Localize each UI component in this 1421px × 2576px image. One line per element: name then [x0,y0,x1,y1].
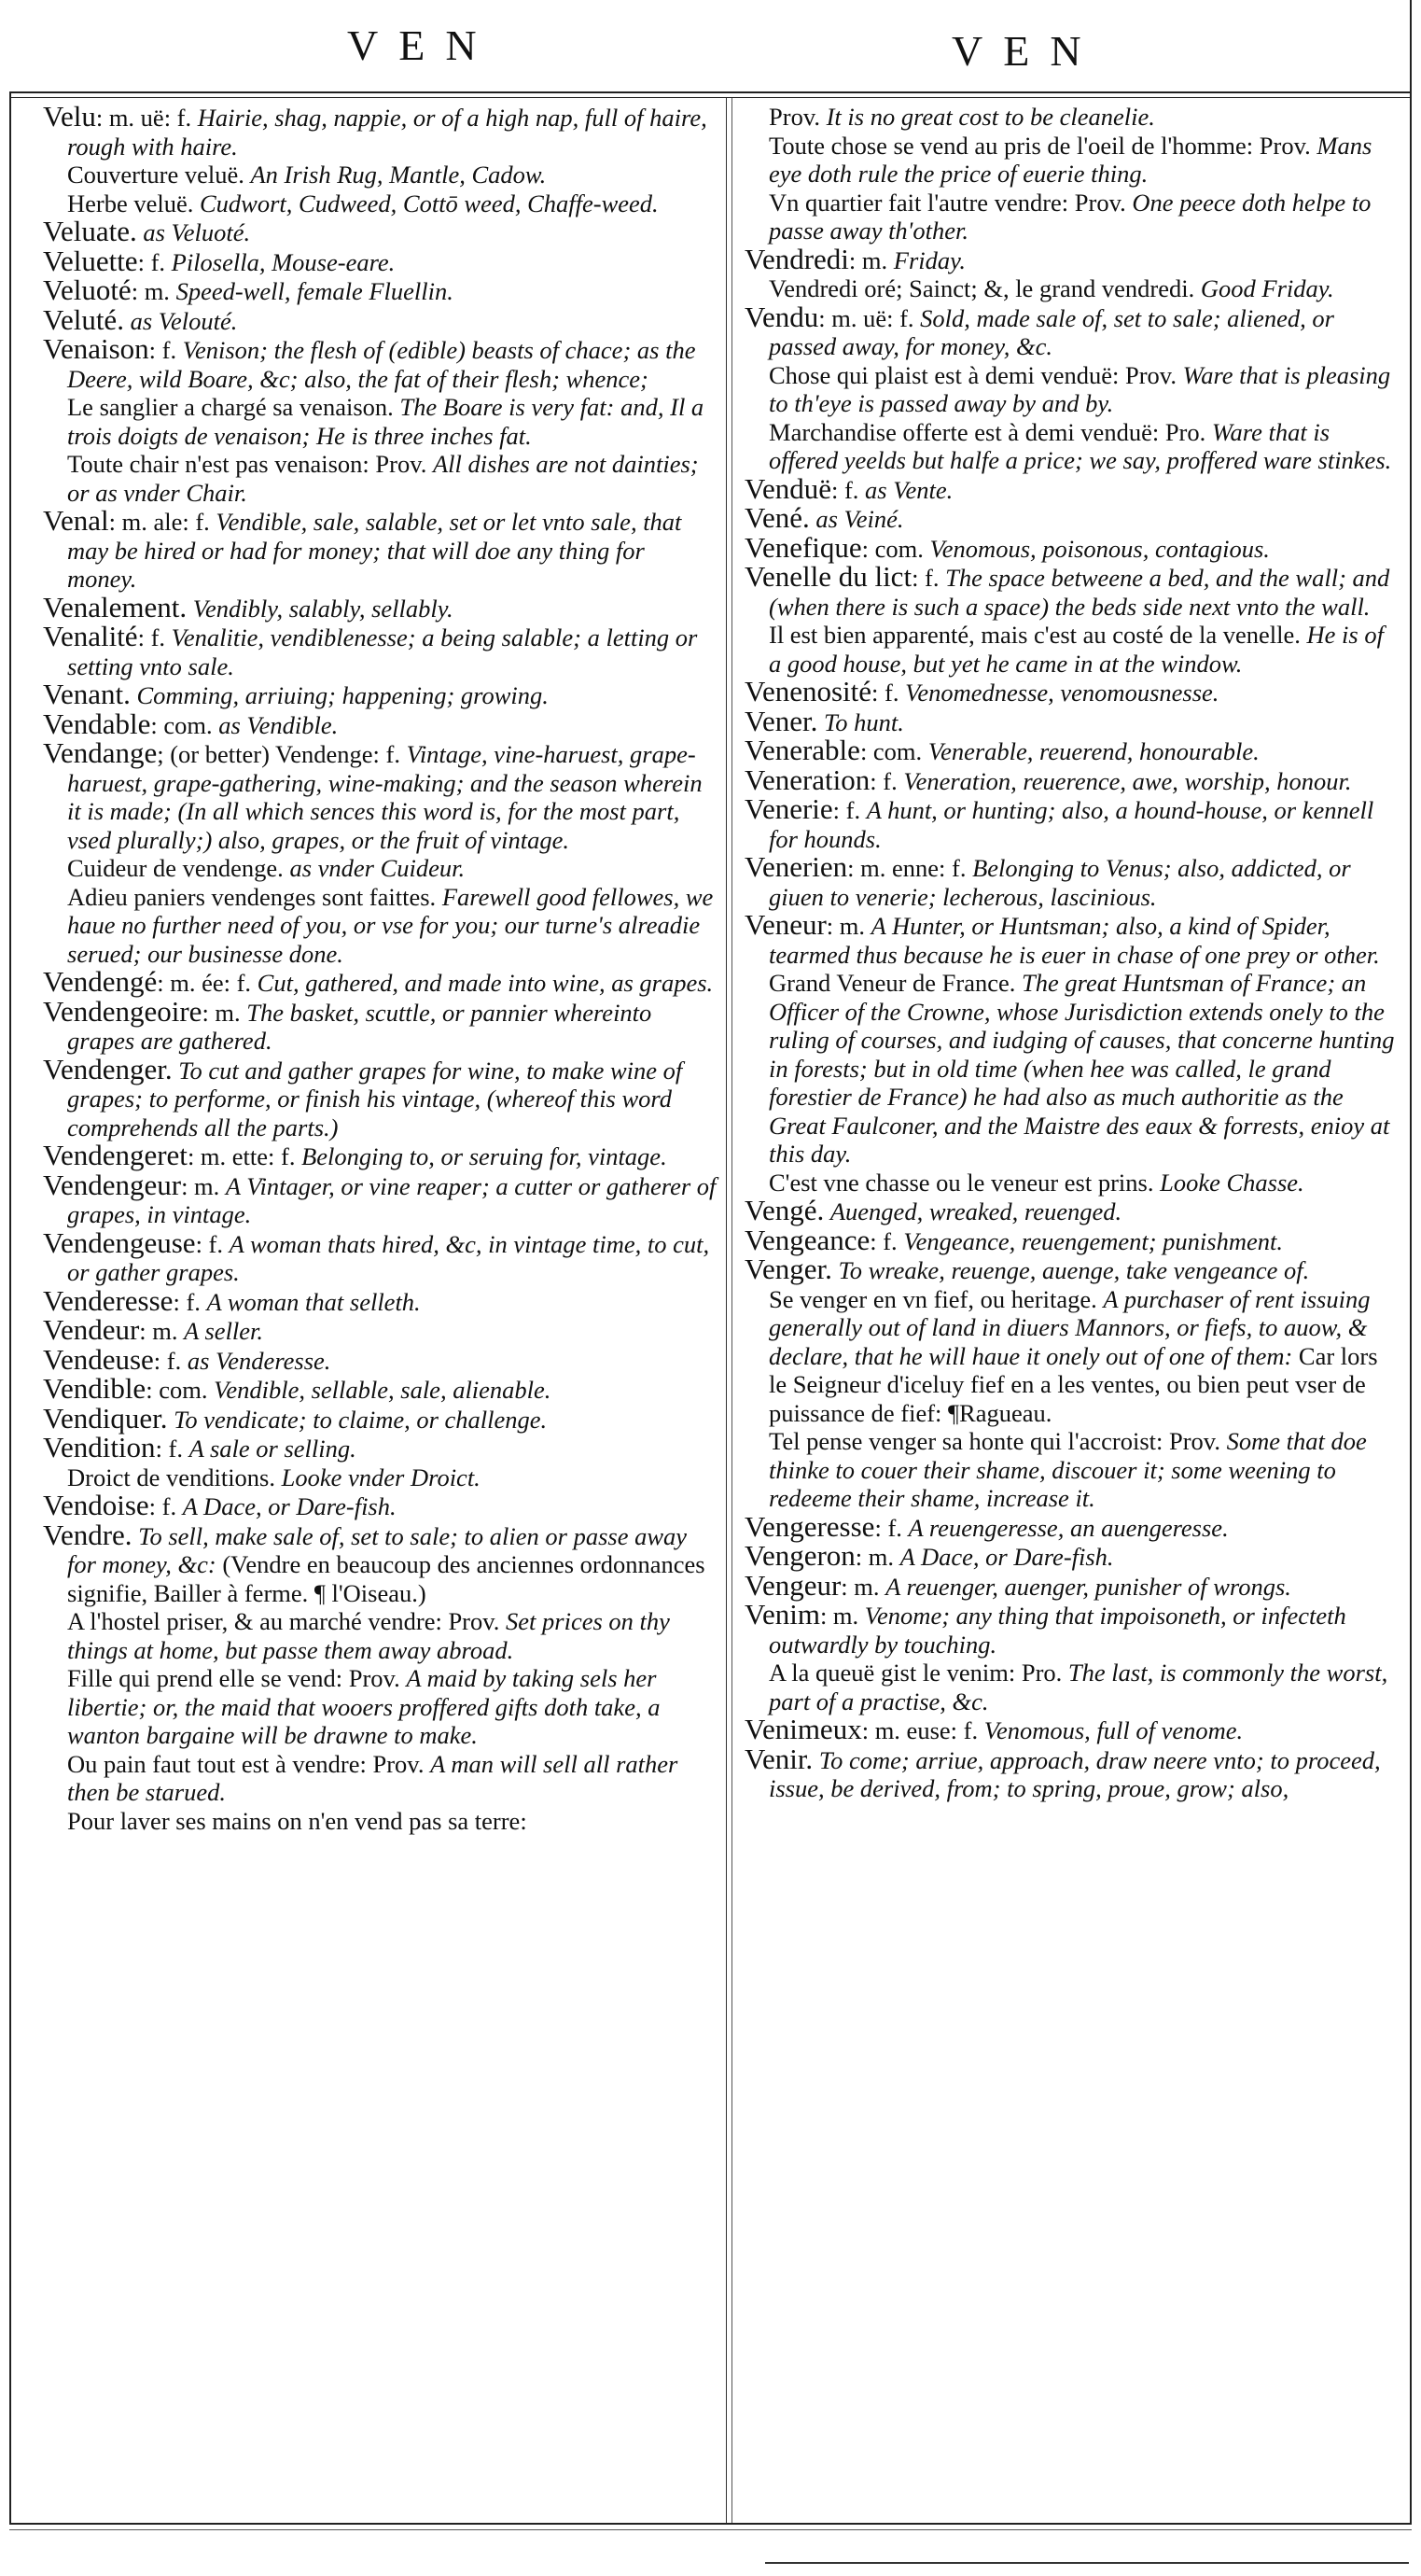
entry-subitem [745,418,1398,475]
dictionary-entry [745,792,1398,853]
dictionary-entry [43,1401,717,1435]
english-definition: A reuenger, auenger, punisher of wrongs. [885,1572,1291,1601]
dictionary-entry [43,100,717,161]
english-definition: An Irish Rug, Mantle, Cadow. [250,161,547,189]
headword: Venant. [43,678,131,710]
headword: Venerable [745,734,860,766]
french-phrase: Adieu paniers vendenges sont faittes. [67,882,442,911]
english-definition: Hairie, shag, nappie, or of a high nap, full of haire, rough with haire. [67,104,707,161]
running-head-left: VEN [347,21,497,69]
entry-subitem [43,1607,717,1664]
headword: Veluté. [43,302,124,336]
english-definition: A sale or selling. [188,1435,356,1463]
english-definition: To hunt. [823,707,904,736]
headword: Venerie [745,792,833,825]
english-definition: Ware that is pleasing to th'eye is passed away by and by. [769,360,1391,417]
english-definition: Venomous, full of venome. [983,1716,1244,1744]
grammar-note [124,307,131,335]
grammar-note: : m. [181,1171,226,1200]
dictionary-entry [43,1168,717,1229]
dictionary-entry [43,1313,717,1346]
french-phrase: Grand Veneur de France. [769,969,1023,997]
english-definition: Cudwort, Cudweed, Cottō weed, Chaffe-weed. [200,189,659,217]
grammar-note [817,708,824,736]
headword: Vengeur [745,1568,842,1602]
english-definition: as Veluoté. [143,218,251,246]
headword: Veneur [745,908,827,941]
headword: Vendange [43,736,158,769]
entry-subitem [43,1664,717,1750]
english-definition: as Velouté. [130,306,238,335]
headword: Vengé. [745,1194,825,1226]
entry-subitem [43,1750,717,1807]
headword: Veneration [745,763,871,796]
headword: Vendengeur [43,1168,182,1201]
entry-subitem [43,393,717,450]
headword: Vendible [43,1372,146,1405]
entry-subitem [43,189,717,218]
dictionary-entry [43,302,717,336]
english-definition: as Vente. [865,475,954,504]
frame-rule-top-inner [9,97,1412,98]
dictionary-entry [745,736,1398,766]
grammar-note: : m. [139,1317,185,1345]
headword: Venimeux [745,1713,862,1745]
entry-subitem [745,621,1398,678]
frame-rule-left [9,91,11,2523]
english-definition: A Hunter, or Huntsman; also, a kind of Spider, tearmed thus because he is euer in chase of one prey or other. [769,912,1380,969]
grammar-note: : f. [870,766,904,795]
english-definition: It is no great cost to be cleanelie. [826,103,1155,131]
dictionary-entry [43,707,717,740]
english-definition: To vendicate; to claime, or challenge. [174,1405,548,1434]
definition-note: Car lors le Seigneur d'iceluy fief en a les ventes, ou bien peut vser de puissance de fief: ¶Ragueau. [769,1341,1378,1427]
dictionary-entry [43,1431,717,1463]
grammar-note: : com. [146,1376,215,1404]
english-definition: Mans eye doth rule the price of euerie thing. [769,131,1372,188]
headword: Venefique [745,530,862,564]
english-definition: as Venderesse. [187,1346,331,1375]
french-phrase: Ou pain faut tout est à vendre: Prov. [67,1749,431,1778]
english-definition: Vendible, sale, salable, set or let vnto sale, that may be hired or had for money; that will doe any thing for money. [67,508,682,593]
headword: Venduë [745,471,831,505]
headword: Venelle du lict [745,560,913,593]
dictionary-entry [745,675,1398,707]
english-definition: A woman thats hired, &c, in vintage time, to cut, or gather grapes. [67,1229,710,1286]
english-definition: To sell, make sale of, set to sale; to alien or passe away for money, &c: [67,1521,688,1578]
dictionary-entry [43,1491,717,1521]
grammar-note: : m. [855,1543,900,1571]
english-definition: Sold, made sale of, set to sale; aliened, or passed away, for money, &c. [769,303,1334,360]
english-definition: The last, is commonly the worst, part of a practise, &c. [769,1659,1388,1715]
grammar-note: : m. [848,245,894,274]
english-definition: Good Friday. [1200,274,1334,302]
headword: Vendition [43,1431,156,1463]
entry-subitem [745,274,1398,303]
right-column [745,103,1398,1803]
grammar-note [187,595,193,623]
entry-subitem [745,361,1398,418]
entry-subitem [745,1427,1398,1513]
english-definition: Speed-well, female Fluellin. [175,277,453,305]
headword: Venalité [43,620,138,652]
dictionary-entry [745,704,1398,737]
grammar-note: : f. [874,1513,909,1542]
french-phrase: Toute chose se vend au pris de l'oeil de l'homme: Prov. [769,131,1317,160]
english-definition: One peece doth helpe to passe away th'other. [769,188,1372,245]
english-definition: The basket, scuttle, or pannier whereinto grapes are gathered. [67,998,652,1055]
english-definition: as Vendible. [218,710,339,739]
grammar-note: : f. [148,336,183,364]
english-definition: To cut and gather grapes for wine, to make wine of grapes; to performe, or finish his vintage, (whereof this word comprehends all the parts.) [67,1056,683,1141]
english-definition: Vengeance, reuengement; punishment. [903,1226,1283,1255]
english-definition: Venerable, reuerend, honourable. [927,737,1260,765]
headword: Vendenger. [43,1052,173,1085]
english-definition: To wreake, reuenge, auenge, take vengeance of. [838,1256,1310,1284]
headword: Vendeuse [43,1342,154,1376]
grammar-note: : m. [202,998,247,1027]
dictionary-entry [745,850,1398,911]
definition-note: (Vendre en beaucoup des anciennes ordonnances signifie, Bailler à ferme. ¶ l'Oiseau.) [67,1550,705,1607]
grammar-note: : f. [830,475,866,504]
english-definition: Venome; any thing that impoisoneth, or infecteth outwardly by touching. [769,1602,1346,1659]
english-definition: Farewell good fellowes, we haue no further need of you, or vse for you; our turne's alreadie serued; our businesse done. [67,882,714,968]
grammar-note [813,1746,819,1774]
entry-subitem [745,1659,1398,1715]
english-definition: Belonging to, or seruing for, vintage. [301,1142,667,1170]
dictionary-entry [745,1539,1398,1572]
french-phrase: Marchandise offerte est à demi venduë: Pro. [769,417,1212,446]
english-definition: He is of a good house, but yet he came in at the window. [769,621,1384,678]
headword: Venim [745,1598,820,1631]
headword: Vendredi [745,242,849,275]
french-phrase: Toute chair n'est pas venaison: Prov. [67,450,433,478]
grammar-note: : f. [173,1287,207,1316]
dictionary-entry [43,217,717,247]
dictionary-entry [745,763,1398,796]
grammar-note: : f. [912,564,946,592]
headword: Vendu [745,300,819,333]
english-definition: as vnder Cuideur. [289,854,466,882]
headword: Venderesse [43,1283,174,1317]
entry-subitem [43,1807,717,1836]
dictionary-entry [43,1342,717,1376]
dictionary-entry [745,1568,1398,1602]
dictionary-entry [43,1141,717,1171]
english-definition: A man will sell all rather then be starued. [67,1749,678,1806]
english-definition: Auenged, wreaked, reuenged. [829,1197,1122,1225]
english-definition: Venison; the flesh of (edible) beasts of chace; as the Deere, wild Boare, &c; also, the fat of their flesh; whence; [67,336,696,393]
headword: Vener. [745,704,818,737]
dictionary-entry [43,590,717,623]
entry-subitem [43,1463,717,1492]
entry-subitem [745,969,1398,1169]
english-definition: Veneration, reuerence, awe, worship, honour. [903,766,1352,795]
page-bottom-rule [765,2562,1409,2564]
dictionary-entry [745,1223,1398,1256]
grammar-note: : f. [137,247,172,276]
dictionary-entry [43,620,717,680]
english-definition: Some that doe thinke to couer their shame, discouer it; some weening to redeeme their shame, increase it. [769,1427,1367,1512]
frame-rule-bottom-inner [9,2529,1412,2530]
dictionary-entry [43,965,717,998]
french-phrase: Vendredi oré; Sainct; &, le grand vendredi. [769,274,1201,302]
grammar-note: : f. [148,1492,183,1520]
entry-subitem [745,1285,1398,1428]
dictionary-entry [43,1052,717,1142]
headword: Vengeron [745,1539,856,1572]
dictionary-entry [745,1194,1398,1226]
english-definition: Looke vnder Droict. [281,1463,481,1491]
headword: Vendiquer. [43,1401,168,1435]
headword: Vendeur [43,1313,140,1346]
grammar-note: : f. [871,679,906,707]
headword: Venenosité [745,675,872,707]
grammar-note: : m. ette: f. [187,1142,302,1170]
dictionary-entry [43,1372,717,1405]
english-definition: The Boare is very fat: and, Il a trois doigts de venaison; He is three inches fat. [67,393,704,450]
dictionary-entry [745,560,1398,621]
french-phrase: Le sanglier a chargé sa venaison. [67,393,400,421]
dictionary-entry [43,680,717,710]
headword: Vendre. [43,1518,132,1551]
english-definition: A hunt, or hunting; also, a hound-house, or kennell for hounds. [769,796,1374,853]
grammar-note: : f. [870,1226,904,1255]
grammar-note: : f. [153,1346,188,1375]
english-definition: Venomednesse, venomousnesse. [905,679,1219,707]
grammar-note: : com. [859,737,928,765]
french-phrase: Se venger en vn fief, ou heritage. [769,1284,1104,1313]
dictionary-entry [745,300,1398,361]
entry-subitem [43,883,717,969]
grammar-note: : m. [131,277,176,305]
headword: Veluate. [43,215,137,247]
english-definition: A woman that selleth. [206,1287,421,1316]
french-phrase: Herbe veluë. [67,189,200,217]
french-phrase: Prov. [769,103,827,131]
grammar-note: : f. [195,1229,230,1258]
french-phrase: Couverture veluë. [67,161,251,189]
english-definition: Venomous, poisonous, contagious. [929,534,1270,563]
grammar-note: : m. uë: f. [95,104,198,132]
english-definition: Pilosella, Mouse-eare. [171,247,396,276]
grammar-note: : m. uë: f. [818,303,921,332]
french-phrase: Chose qui plaist est à demi venduë: Prov. [769,360,1183,389]
grammar-note: : m. ale: f. [108,508,216,536]
dictionary-entry [745,1509,1398,1543]
grammar-note: : f. [137,623,172,651]
headword: Venerien [745,850,848,883]
french-phrase: Droict de venditions. [67,1463,282,1491]
dictionary-entry [43,1225,717,1287]
english-definition: A Vintager, or vine reaper; a cutter or gatherer of grapes, in vintage. [67,1171,717,1228]
frame-rule-right [1410,0,1412,2523]
entry-subitem [43,854,717,883]
headword: Vendable [43,707,151,740]
grammar-note: : m. [826,912,871,940]
dictionary-entry [43,332,717,393]
left-column [43,100,717,1835]
english-definition: A purchaser of rent issuing generally out of land in diuers Mannors, or fiefs, to auow, & declare, that he will haue it onely out of one of them: [769,1284,1371,1370]
dictionary-entry [43,1283,717,1317]
french-phrase: Tel pense venger sa honte qui l'accroist: Prov. [769,1427,1227,1455]
dictionary-entry [43,504,717,594]
english-definition: All dishes are not dainties; or as vnder Chair. [67,450,699,507]
headword: Vendengé [43,965,158,998]
headword: Venaison [43,332,149,365]
entry-subitem [745,132,1398,189]
dictionary-entry [43,244,717,277]
english-definition: Ware that is offered yeelds but halfe a price; we say, proffered ware stinkes. [769,417,1392,474]
english-definition: Set prices on thy things at home, but passe them away abroad. [67,1607,670,1664]
headword: Venger. [745,1253,832,1285]
english-definition: Cut, gathered, and made into wine, as grapes. [257,969,714,997]
dictionary-entry [745,1742,1398,1803]
french-phrase: Cuideur de vendenge. [67,854,290,882]
grammar-note: : com. [861,534,930,563]
headword: Vendengeoire [43,994,202,1028]
dictionary-entry [745,471,1398,505]
headword: Venalement. [43,590,188,623]
english-definition: A Dace, or Dare-fish. [182,1492,397,1520]
dictionary-entry [745,1715,1398,1745]
headword: Vendengeret [43,1139,188,1171]
grammar-note: : m. [819,1602,865,1630]
dictionary-entry [43,1518,717,1608]
english-definition: A maid by taking sels her libertie; or, the maid that wooers proffered gifts doth take, a wanton bargaine will be drawne to make. [67,1664,661,1749]
headword: Venal [43,504,109,537]
grammar-note: : f. [832,796,867,824]
english-definition: Looke Chasse. [1160,1168,1304,1197]
english-definition: Vintage, vine-haruest, grape-haruest, grape-gathering, wine-making; and the season wherein it is made; (In all which sences this word is, for the most part, vsed plurally;) also, grapes, or the fruit of vintage. [67,740,703,854]
column-divider [726,98,727,2523]
grammar-note: ; (or better) Vendenge: f. [157,740,407,768]
grammar-note: : f. [155,1435,189,1463]
entry-subitem [745,103,1398,132]
dictionary-entry [745,501,1398,534]
dictionary-entry [43,736,717,854]
entry-subitem [43,161,717,189]
english-definition: as Veiné. [815,505,904,533]
english-definition: Vendible, sellable, sale, alienable. [214,1376,551,1404]
english-definition: Belonging to Venus; also, addicted, or giuen to venerie; lecherous, lascinious. [769,854,1351,911]
english-definition: A seller. [184,1317,264,1345]
headword: Vendengeuse [43,1225,196,1259]
dictionary-entry [745,530,1398,564]
english-definition: Venalitie, vendiblenesse; a being salable; a letting or setting vnto sale. [67,623,698,680]
headword: Vengeresse [745,1509,875,1543]
grammar-note: : m. [841,1572,886,1601]
dictionary-entry [745,1255,1398,1285]
dictionary-entry [745,1598,1398,1659]
column-divider-inner [731,98,732,2523]
french-phrase: A la queuë gist le venim: Pro. [769,1659,1068,1687]
headword: Velu [43,100,96,133]
dictionary-entry [745,242,1398,275]
frame-rule-bottom [9,2523,1412,2525]
french-phrase: A l'hostel priser, & au marché vendre: Prov. [67,1607,507,1635]
frame-rule-top [9,91,1412,93]
french-phrase: Fille qui prend elle se vend: Prov. [67,1664,407,1692]
grammar-note: : m. ée: f. [157,969,258,997]
headword: Veluette [43,244,138,277]
dictionary-entry [43,994,717,1056]
french-phrase: Il est bien apparenté, mais c'est au costé de la venelle. [769,621,1307,649]
english-definition: Comming, arriuing; happening; growing. [136,681,549,709]
entry-subitem [745,1169,1398,1197]
grammar-note: : m. enne: f. [847,854,973,882]
headword: Vené. [745,501,810,534]
english-definition: A Dace, or Dare-fish. [899,1543,1114,1571]
english-definition: The space betweene a bed, and the wall; and (when there is such a space) the beds side next vnto the wall. [769,564,1390,621]
headword: Vengeance [745,1223,871,1256]
french-phrase: C'est vne chasse ou le veneur est prins. [769,1168,1161,1197]
dictionary-entry [43,273,717,306]
dictionary-entry [745,908,1398,969]
english-definition: A reuengeresse, an auengeresse. [908,1513,1229,1542]
english-definition: Friday. [893,245,967,274]
grammar-note: : com. [150,710,219,739]
headword: Vendoise [43,1489,149,1521]
grammar-note [824,1197,830,1225]
headword: Veluoté [43,273,132,306]
french-phrase: Pour laver ses mains on n'en vend pas sa terre: [67,1806,527,1835]
grammar-note: : m. euse: f. [861,1716,984,1744]
english-definition: The great Huntsman of France; an Officer of the Crowne, whose Jurisdiction extends onely to the ruling of courses, and iudging of causes, that concerne hunting in forests; but in old time (when hee was called, le grand forestier de France) he had also as much authoritie as the Great Faulconer, and the Maistre des eaux & forrests, enioy at this day. [769,969,1395,1168]
english-definition: To come; arriue, approach, draw neere vnto; to proceed, issue, be derived, from; to spring, proue, grow; also, [769,1745,1381,1802]
headword: Venir. [745,1742,814,1775]
english-definition: Vendibly, salably, sellably. [192,594,453,623]
running-head-right: VEN [952,27,1102,75]
french-phrase: Vn quartier fait l'autre vendre: Prov. [769,188,1133,217]
entry-subitem [745,189,1398,245]
entry-subitem [43,450,717,507]
